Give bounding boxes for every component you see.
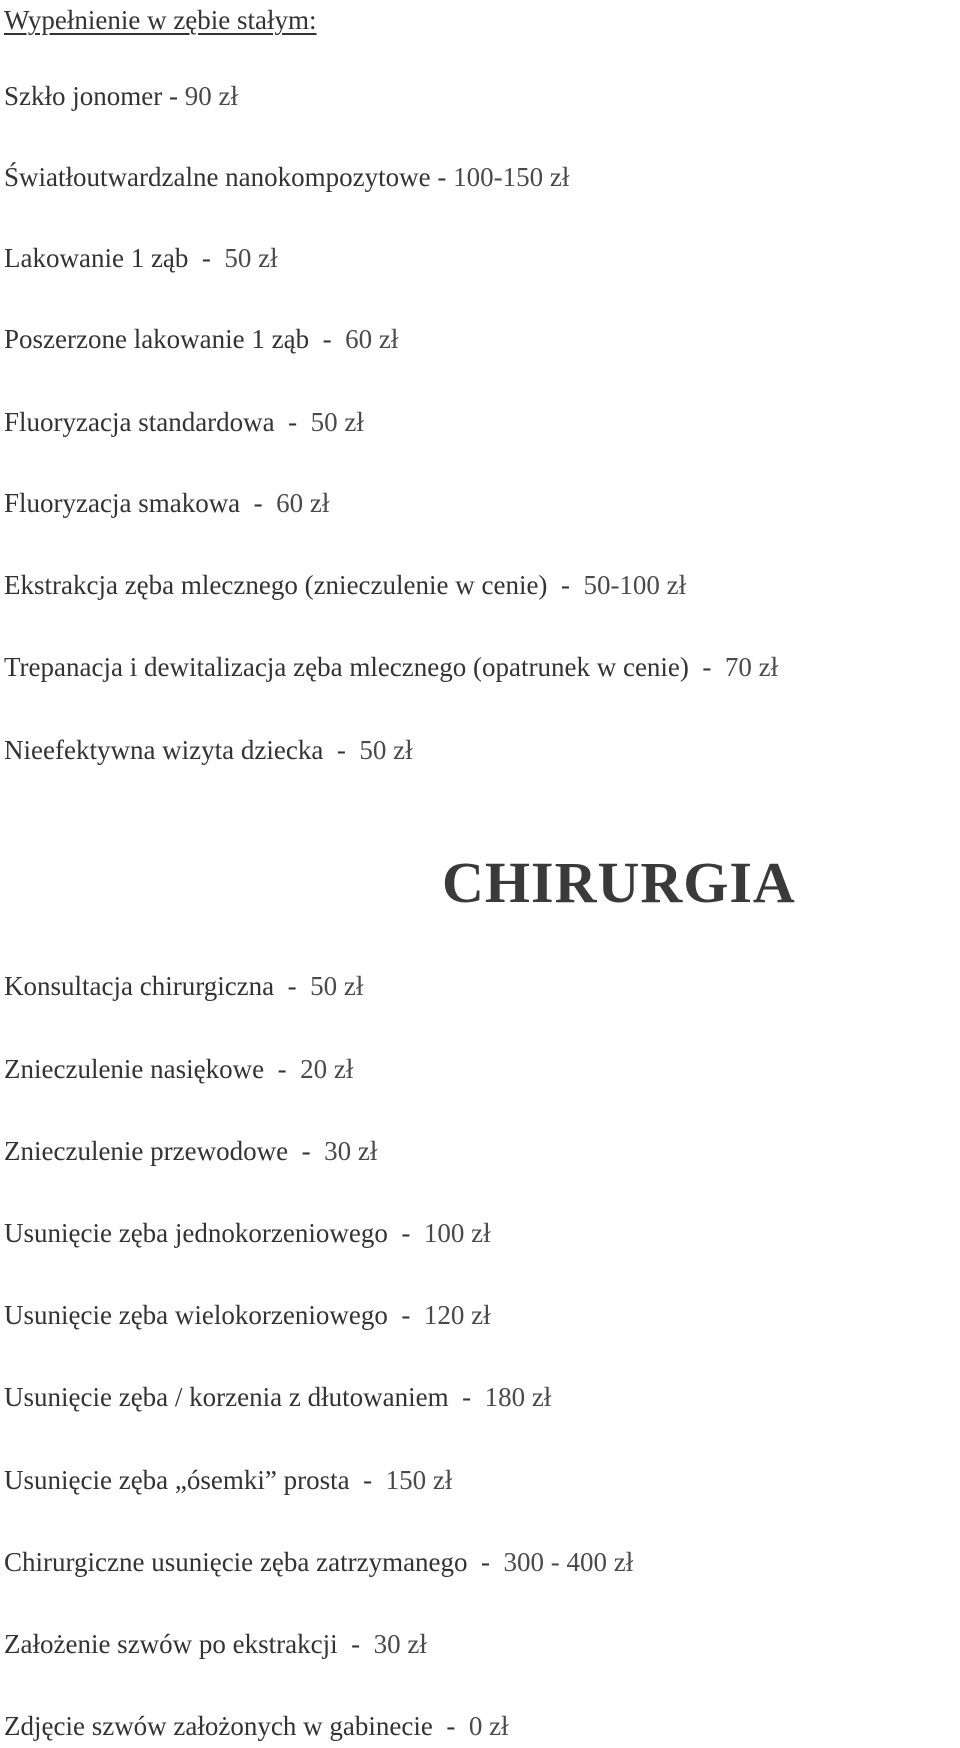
price-item [4,1051,353,1087]
price-item-name: Założenie szwów po ekstrakcji [4,1629,338,1659]
section-heading-fillings: Wypełnienie w zębie stałym: [4,5,317,35]
price-separator: - [387,1218,424,1248]
price-item-name: Zdjęcie szwów założonych w gabinecie [4,1711,433,1741]
price-item [4,968,363,1004]
price-item-name: Konsultacja chirurgiczna [4,971,275,1001]
price-item-value: 20 zł [300,1054,354,1084]
price-separator: - [162,81,185,111]
price-item-value: 60 zł [345,324,399,354]
price-item-value: 90 zł [184,81,238,111]
price-item [4,1708,509,1744]
price-separator: - [240,488,277,518]
price-item [4,1544,633,1580]
price-item [4,78,238,114]
price-item-value: 150 zł [385,1465,453,1495]
price-separator: - [349,1465,386,1495]
price-item [4,404,364,440]
price-separator: - [337,1629,374,1659]
price-item-name: Usunięcie zęba jednokorzeniowego [4,1218,388,1248]
price-separator: - [467,1547,504,1577]
price-item-name: Nieefektywna wizyta dziecka [4,735,324,765]
price-separator: - [448,1382,485,1412]
price-separator: - [264,1054,301,1084]
price-item-name: Światłoutwardzalne nanokompozytowe [4,162,431,192]
price-item-value: 60 zł [276,488,330,518]
price-item-name: Fluoryzacja smakowa [4,488,241,518]
price-item-value: 50 zł [359,735,413,765]
price-separator: - [430,162,454,192]
price-item-name: Znieczulenie przewodowe [4,1136,289,1166]
price-item [4,567,686,603]
price-item [4,1215,491,1251]
price-item-value: 120 zł [423,1300,491,1330]
price-item-value: 180 zł [484,1382,552,1412]
price-separator: - [288,1136,325,1166]
price-item-name: Usunięcie zęba wielokorzeniowego [4,1300,388,1330]
price-item-name: Chirurgiczne usunięcie zęba zatrzymanego [4,1547,468,1577]
price-item [4,649,778,685]
price-item-name: Usunięcie zęba „ósemki” prosta [4,1465,350,1495]
price-separator: - [309,324,346,354]
price-item-name: Znieczulenie nasiękowe [4,1054,265,1084]
price-separator: - [323,735,360,765]
section-heading-surgery: CHIRURGIA [442,850,796,915]
price-separator: - [547,570,584,600]
price-separator: - [432,1711,469,1741]
price-separator: - [188,243,225,273]
price-separator: - [274,407,311,437]
price-item [4,240,278,276]
price-item-value: 0 zł [468,1711,509,1741]
price-separator: - [387,1300,424,1330]
price-item-value: 70 zł [724,652,779,682]
price-item [4,1133,377,1169]
price-item-value: 30 zł [373,1629,427,1659]
price-item-value: 30 zł [324,1136,378,1166]
price-item-value: 50 zł [310,407,364,437]
price-item-name: Szkło jonomer [4,81,163,111]
price-item [4,1297,491,1333]
price-item-name: Ekstrakcja zęba mlecznego (znieczulenie w cenie) [4,570,548,600]
price-item-name: Trepanacja i dewitalizacja zęba mlecznego (opatrunek w cenie) [4,652,689,682]
price-item-name: Poszerzone lakowanie 1 ząb [4,324,310,354]
price-item-value: 50-100 zł [583,570,687,600]
price-separator: - [688,652,725,682]
price-item [4,732,413,768]
price-item-value: 100 zł [423,1218,491,1248]
price-item-value: 100-150 zł [453,162,570,192]
price-item-value: 300 - 400 zł [503,1547,634,1577]
price-item-value: 50 zł [310,971,364,1001]
price-item [4,321,398,357]
price-item [4,159,569,195]
price-item [4,485,329,521]
price-item-name: Lakowanie 1 ząb [4,243,189,273]
price-item [4,1462,452,1498]
price-item [4,1379,551,1415]
price-item-name: Fluoryzacja standardowa [4,407,275,437]
price-item [4,1626,427,1662]
price-separator: - [274,971,311,1001]
price-item-name: Usunięcie zęba / korzenia z dłutowaniem [4,1382,449,1412]
price-item-value: 50 zł [224,243,278,273]
